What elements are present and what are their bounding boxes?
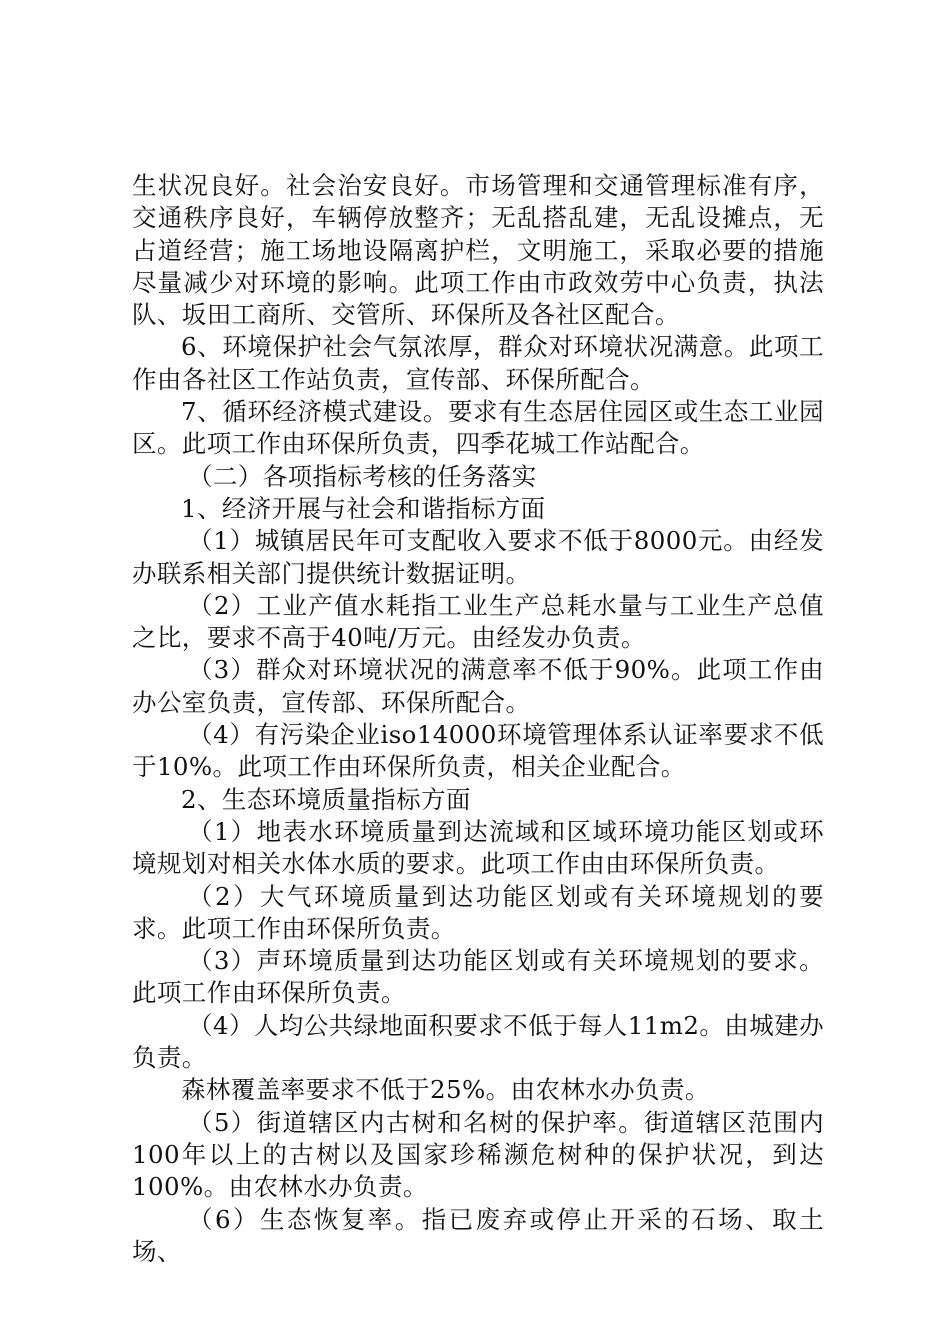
paragraph-economy-4: （4）有污染企业iso14000环境管理体系认证率要求不低于10%。此项工作由环保所负责，相关企业配合。 — [132, 720, 824, 782]
section-heading-2: （二）各项指标考核的任务落实 — [188, 461, 537, 491]
paragraph-ecology-1: （1）地表水环境质量到达流域和区域环境功能区划或环境规划对相关水体水质的要求。此项工作由由环保所负责。 — [132, 816, 824, 879]
document-body — [132, 170, 824, 1268]
paragraph-economy-2: （2）工业产值水耗指工业生产总耗水量与工业生产总值之比，要求不高于40吨/万元。由经发办负责。 — [132, 590, 824, 653]
subheading-economy: 1、经济开展与社会和谐指标方面 — [181, 493, 546, 523]
paragraph-ecology-5: （5）街道辖区内古树和名树的保护率。街道辖区范围内100年以上的古树以及国家珍稀濒危树种的保护状况，到达100%。由农林水办负责。 — [132, 1107, 824, 1202]
paragraph-ecology-4: （4）人均公共绿地面积要求不低于每人11m2。由城建办负责。 — [132, 1010, 824, 1073]
paragraph-ecology-6: （6）生态恢复率。指已废弃或停止开采的石场、取土场、 — [132, 1204, 824, 1266]
paragraph-ecology-3: （3）声环境质量到达功能区划或有关环境规划的要求。此项工作由环保所负责。 — [132, 946, 824, 1008]
paragraph-ecology-2: （2）大气环境质量到达功能区划或有关环境规划的要求。此项工作由环保所负责。 — [132, 881, 824, 943]
paragraph-economy-3: （3）群众对环境状况的满意率不低于90%。此项工作由办公室负责，宣传部、环保所配合。 — [132, 655, 824, 717]
subheading-ecology: 2、生态环境质量指标方面 — [181, 784, 471, 814]
paragraph-economy-1: （1）城镇居民年可支配收入要求不低于8000元。由经发办联系相关部门提供统计数据证明。 — [132, 526, 824, 588]
paragraph-forest-coverage: 森林覆盖率要求不低于25%。由农林水办负责。 — [181, 1075, 710, 1105]
paragraph-item-7: 7、循环经济模式建设。要求有生态居住园区或生态工业园区。此项工作由环保所负责，四季花城工作站配合。 — [132, 397, 824, 459]
paragraph-item-6: 6、环境保护社会气氛浓厚，群众对环境状况满意。此项工作由各社区工作站负责，宣传部、环保所配合。 — [132, 332, 824, 394]
paragraph-public-order: 生状况良好。社会治安良好。市场管理和交通管理标准有序，交通秩序良好，车辆停放整齐；无乱搭乱建，无乱设摊点，无占道经营；施工场地设隔离护栏，文明施工，采取必要的措施尽量减少对环境的影响。此项工作由市政效劳中心负责，执法队、坂田工商所、交管所、环保所及各社区配合。 — [132, 171, 824, 330]
